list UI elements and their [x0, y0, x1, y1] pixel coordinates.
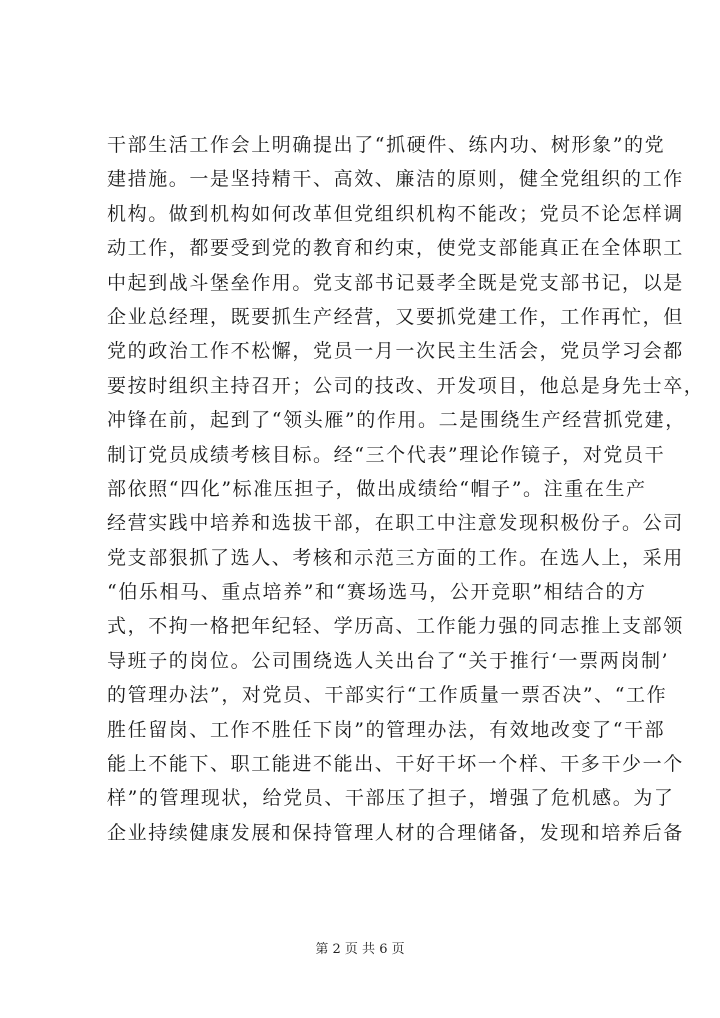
text-line: 部依照“四化”标准压担子，做出成绩给“帽子”。注重在生产	[107, 477, 647, 500]
text-line: 机构。做到机构如何改革但党组织机构不能改；党员不论怎样调	[107, 202, 684, 225]
body-text	[107, 128, 705, 850]
text-line: 要按时组织主持召开；公司的技改、开发项目，他总是身先士卒，	[107, 374, 705, 397]
text-line: 能上不能下、职工能进不能出、干好干坏一个样、干多干少一个	[107, 753, 684, 776]
text-line: 动工作，都要受到党的教育和约束，使党支部能真正在全体职工	[107, 237, 684, 260]
text-line: 中起到战斗堡垒作用。党支部书记聂孝全既是党支部书记，以是	[107, 271, 684, 294]
text-line: 企业总经理，既要抓生产经营，又要抓党建工作，工作再忙，但	[107, 305, 684, 328]
text-line: 党支部狠抓了选人、考核和示范三方面的工作。在选人上，采用	[107, 546, 684, 569]
page-number-footer: 第 2 页 共 6 页	[315, 942, 405, 957]
text-line: 干部生活工作会上明确提出了“抓硬件、练内功、树形象”的党	[107, 134, 666, 156]
text-line: 的管理办法”，对党员、干部实行“工作质量一票否决”、“工作	[107, 684, 668, 707]
text-line: 制订党员成绩考核目标。经“三个代表”理论作镜子，对党员干	[107, 443, 666, 466]
text-line: 式，不拘一格把年纪轻、学历高、工作能力强的同志推上支部领	[107, 615, 684, 638]
text-line: “伯乐相马、重点培养”和“赛场选马，公开竞职”相结合的方	[107, 581, 647, 604]
text-line: 冲锋在前，起到了“领头雁”的作用。二是围绕生产经营抓党建，	[107, 409, 686, 432]
text-line: 建措施。一是坚持精干、高效、廉洁的原则，健全党组织的工作	[107, 168, 684, 191]
text-line: 导班子的岗位。公司围绕选人关出台了“关于推行‘一票两岗制’	[107, 649, 670, 672]
text-line: 经营实践中培养和选拔干部，在职工中注意发现积极份子。公司	[107, 512, 684, 535]
text-line: 胜任留岗、工作不胜任下岗”的管理办法，有效地改变了“干部	[107, 718, 666, 741]
text-line: 企业持续健康发展和保持管理人材的合理储备，发现和培养后备	[107, 821, 684, 844]
text-line: 党的政治工作不松懈，党员一月一次民主生活会，党员学习会都	[107, 340, 684, 363]
text-line: 样”的管理现状，给党员、干部压了担子，增强了危机感。为了	[107, 787, 675, 810]
